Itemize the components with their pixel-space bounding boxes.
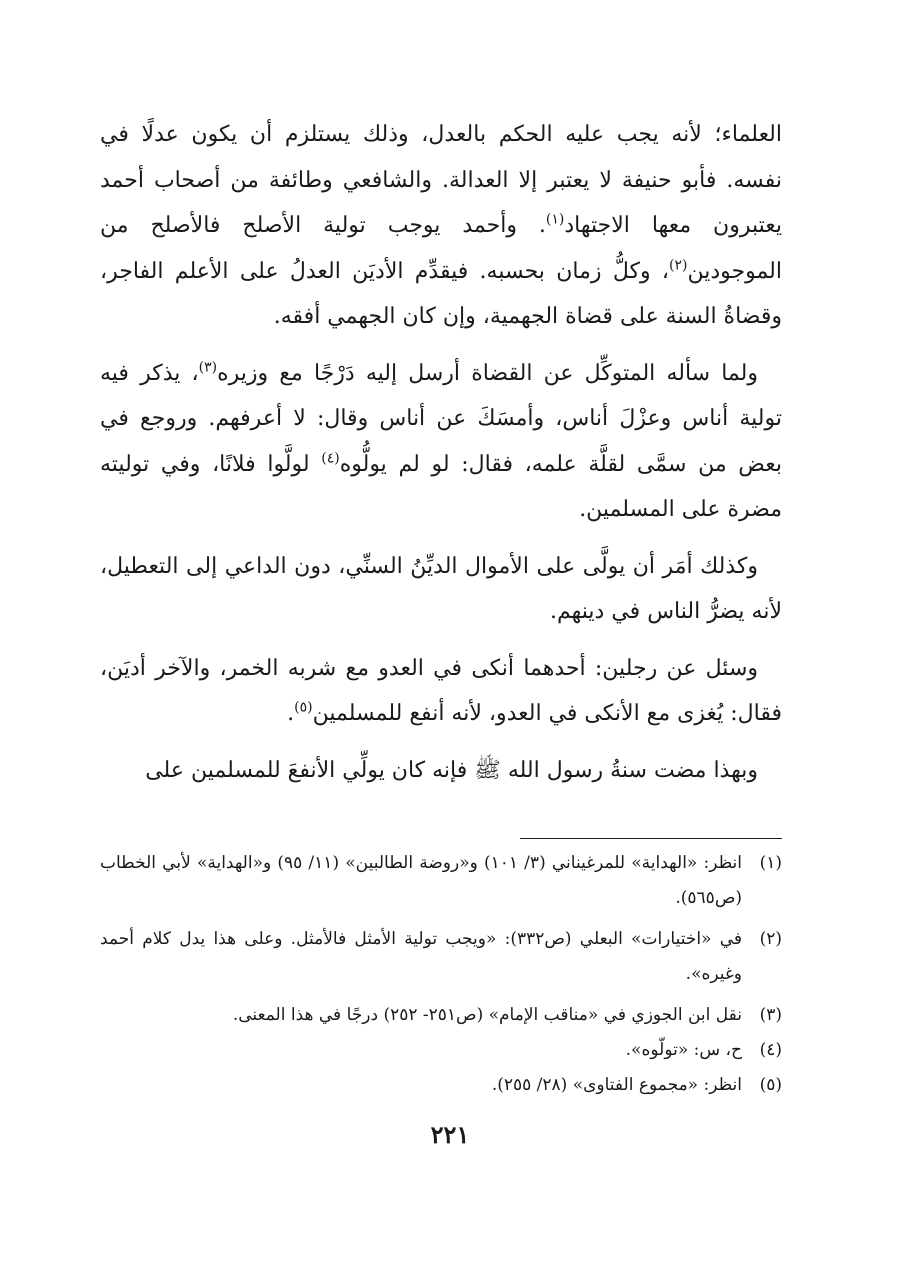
paragraph-text: وكذلك أمَر أن يولَّى على الأموال الديِّنُ السنِّي، دون الداعي إلى التعطيل، لأنه يضرُّ الناس في دينهم.: [100, 553, 782, 624]
footnote-reference: (٤): [321, 450, 340, 467]
footnote: [100, 1068, 782, 1103]
paragraph-text: . وأحمد يوجب تولية الأصلح فالأصلح من الموجودين: [100, 213, 782, 284]
footnote-reference: (٣): [198, 359, 218, 376]
paragraph-text: ، وكلُّ زمان بحسبه. فيقدِّم الأديَن العدلُ على الأعلم الفاجر، وقضاةُ السنة على قضاة الجهمية، وإن كان الجهمي أفقه.: [100, 258, 782, 329]
paragraph-text: وبهذا مضت سنةُ رسول الله ﷺ فإنه كان يولِّي الأنفعَ للمسلمين على: [145, 757, 758, 783]
paragraph-text: ولما سأله المتوكِّل عن القضاة أرسل إليه دَرْجًا مع وزيره: [217, 360, 758, 386]
footnote-separator: [520, 838, 782, 839]
footnote-number: (٤): [759, 1040, 782, 1060]
paragraph: [100, 544, 782, 635]
footnote: [100, 1033, 782, 1068]
footnote-reference: (٥): [294, 699, 313, 716]
footnotes: [100, 846, 782, 1103]
footnote-number: (٥): [759, 1075, 782, 1095]
main-text: [100, 112, 782, 793]
footnote-text: في «اختيارات» البعلي (ص٣٣٢): «ويجب تولية الأمثل فالأمثل. وعلى هذا يدل كلام أحمد وغيره».: [100, 929, 742, 984]
footnote-text: ح، س: «تولّوه».: [625, 1040, 742, 1060]
footnote-reference: (١): [545, 211, 565, 228]
paragraph: [100, 112, 782, 340]
paragraph: [100, 351, 782, 533]
footnote-number: (٣): [759, 1005, 782, 1025]
footnote-text: انظر: «مجموع الفتاوى» (٢٨/ ٢٥٥).: [491, 1075, 742, 1095]
footnote-number: (٢): [759, 929, 782, 949]
paragraph-text: .: [287, 701, 295, 726]
footnote: [100, 922, 782, 992]
footnote-number: (١): [759, 853, 782, 873]
paragraph: [100, 646, 782, 737]
footnote-text: نقل ابن الجوزي في «مناقب الإمام» (ص٢٥١- ٢٥٢) درجًا في هذا المعنى.: [232, 1005, 742, 1025]
paragraph-text: لولَّوا فلانًا، وفي توليته مضرة على المسلمين.: [100, 451, 782, 522]
footnote: [100, 846, 782, 916]
footnote-text: انظر: «الهداية» للمرغيناني (٣/ ١٠١) و«روضة الطالبين» (١١/ ٩٥) و«الهداية» لأبي الخطاب (ص٥٦٥).: [100, 853, 742, 908]
footnote-reference: (٢): [669, 257, 688, 274]
page-number: ٢٢١: [430, 1120, 470, 1149]
paragraph-text: ، يذكر فيه تولية أناس وعزْلَ أناس، وأمسَكَ عن أناس وقال: لا أعرفهم. وروجع في بعض من سمَّى لقلَّة علمه، فقال: لو لم يولُّوه: [100, 360, 782, 477]
paragraph-text: العلماء؛ لأنه يجب عليه الحكم بالعدل، وذلك يستلزم أن يكون عدلًا في نفسه. فأبو حنيفة لا يعتبر إلا العدالة. والشافعي وطائفة من أصحاب أحمد يعتبرون معها الاجتهاد: [100, 122, 782, 238]
paragraph: [100, 748, 782, 794]
paragraph-text: وسئل عن رجلين: أحدهما أنكى في العدو مع شربه الخمر، والآخر أديَن، فقال: يُغزى مع الأنكى في العدو، لأنه أنفع للمسلمين: [100, 655, 782, 726]
footnote: [100, 998, 782, 1033]
